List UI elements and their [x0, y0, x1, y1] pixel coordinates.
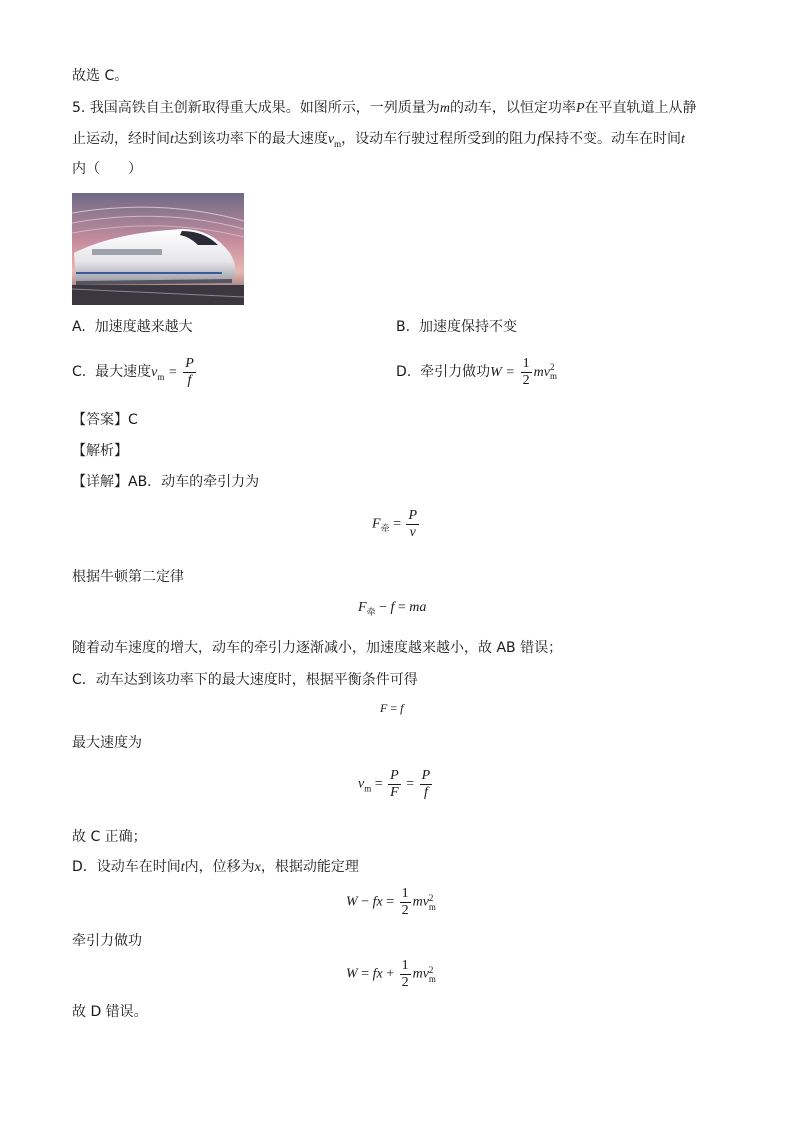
detail-c-conclusion: 故 C 正确； — [72, 829, 147, 845]
formula-work-energy: W − fx = $\frac{1}{2}$ mv 2 m — [346, 886, 436, 918]
detail-c-intro: C．动车达到该功率下的最大速度时，根据平衡条件可得 — [72, 672, 418, 688]
option-c[interactable]: C. 最大速度$v_m$ = $\frac{P}{f}$ — [72, 355, 194, 388]
formula-traction-work: W = fx + $\frac{1}{2}$ mv 2 m — [346, 958, 436, 990]
question-line-3: 内（ ） — [72, 161, 142, 177]
option-a[interactable]: A. 加速度越来越大 — [72, 319, 193, 335]
formula-max-speed: $v_m$ = $\frac{P}{F}$ = $\frac{P}{f}$ — [358, 768, 431, 800]
question-number: 5. — [72, 100, 86, 116]
detail-newton: 根据牛顿第二定律 — [72, 569, 184, 585]
question-line-1: 5. 我国高铁自主创新取得重大成果。如图所示，一列质量为m的动车，以恒定功率P在平直轨道上从静 — [72, 100, 697, 116]
detail-ab-conclusion: 随着动车速度的增大，动车的牵引力逐渐减小，加速度越来越小，故 AB 错误； — [72, 640, 563, 656]
detail-work-label: 牵引力做功 — [72, 933, 142, 949]
answer: 【答案】C — [72, 412, 138, 428]
fraction-one-half: $\frac{1}{2}$ — [522, 355, 530, 388]
fraction-p-over-f: $\frac{P}{f}$ — [185, 355, 194, 388]
train-image — [72, 193, 244, 305]
formula-traction-force: $F_牵$ = $\frac{P}{v}$ — [372, 508, 418, 540]
detail-max-speed: 最大速度为 — [72, 735, 142, 751]
formula-newton-second-law: $F_牵 - f$ = ma — [358, 600, 427, 618]
detail-d-conclusion: 故 D 错误。 — [72, 1004, 148, 1020]
option-b[interactable]: B. 加速度保持不变 — [396, 319, 517, 335]
question-line-2: 止运动，经时间t达到该功率下的最大速度$v_m$，设动车行驶过程所受到的阻力f保持不变。动车在时间t — [72, 131, 685, 149]
analysis-label: 【解析】 — [72, 443, 128, 459]
formula-balance: F = f — [380, 701, 404, 715]
previous-answer: 故选 C。 — [72, 68, 129, 84]
detail-ab-intro: 【详解】AB．动车的牵引力为 — [72, 474, 260, 490]
detail-d-intro: D．设动车在时间t内，位移为x，根据动能定理 — [72, 859, 359, 875]
option-d[interactable]: D. 牵引力做功W = $\frac{1}{2}$ mv 2 m — [396, 355, 557, 388]
high-speed-train-photo — [72, 193, 244, 305]
